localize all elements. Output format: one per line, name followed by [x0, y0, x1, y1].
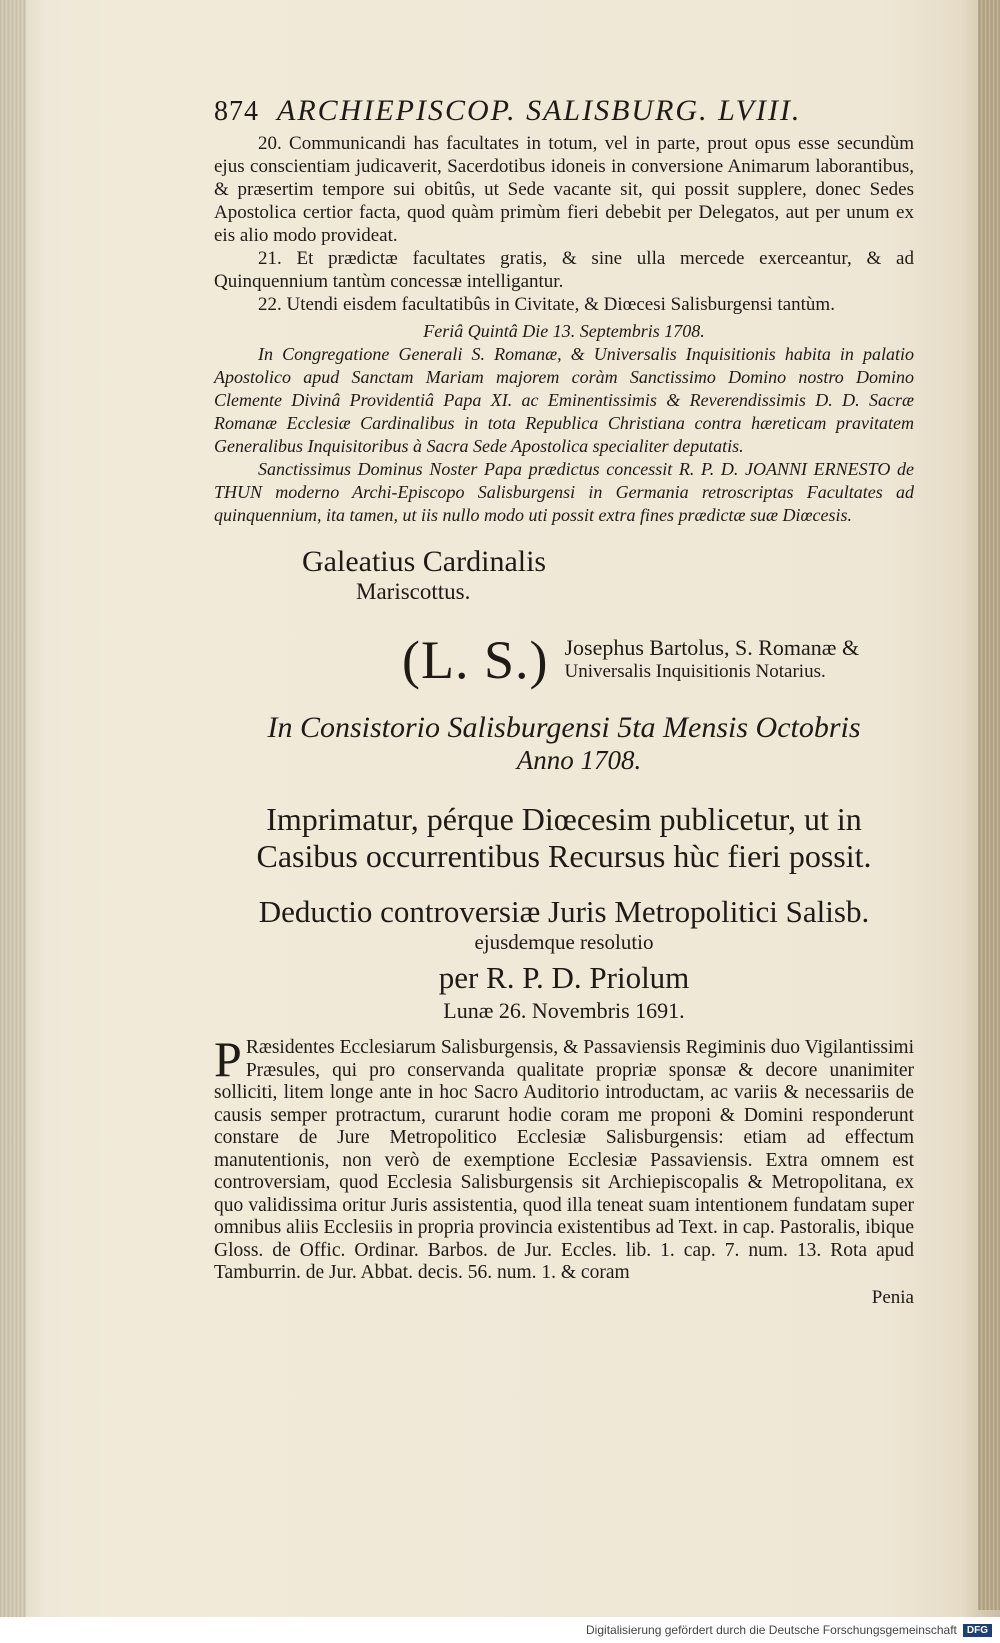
dfg-logo-icon: DFG: [963, 1624, 992, 1637]
item-21: 21. Et prædictæ facultates gratis, & sine ulla mercede exerceantur, & ad Quinquennium tantùm concessæ intelligantur.: [214, 248, 914, 292]
book-gutter: [0, 0, 26, 1643]
footer-credit: Digitalisierung gefördert durch die Deutsche Forschungsgemeinschaft: [586, 1623, 957, 1637]
seal-row: [402, 630, 914, 690]
digitization-footer: [0, 1617, 1000, 1643]
section-author: per R. P. D. Priolum: [438, 960, 690, 995]
section-title: Deductio controversiæ Juris Metropolitici Salisb.: [258, 894, 870, 929]
seal-mark: (L. S.): [402, 630, 549, 690]
notary-line-1: Josephus Bartolus, S. Romanæ &: [564, 635, 860, 660]
decree-date: Feriâ Quintâ Die 13. Septembris 1708.: [423, 321, 705, 341]
notary-signature: [564, 636, 859, 684]
running-header: [214, 96, 914, 126]
consistory-line: In Consistorio Salisburgensi 5ta Mensis Octobris: [267, 711, 861, 744]
running-title: ARCHIEPISCOP. SALISBURG. LVIII.: [277, 94, 802, 127]
decree-congregation: In Congregatione Generali S. Romanæ, & Universalis Inquisitionis habita in palatio Apostolico apud Sanctam Mariam majorem coràm Sanctissimo Domino nostro Domino Clemente Divinâ Providentiâ Papa XI. ac Eminentissimis & Reverendissimis D. D. Sacræ Romanæ Ecclesiæ Cardinalibus in tota Republica Christiana contra hæreticam pravitatem Generalibus Inquisitoribus à Sacra Sede Apostolica specialiter deputatis.: [214, 344, 914, 456]
decree-grant: Sanctissimus Dominus Noster Papa prædictus concessit R. P. D. JOANNI ERNESTO de THUN moderno Archi-Episcopo Salisburgensi in Germania retroscriptas Facultates ad quinquennium, ita tamen, ut iis nullo modo uti possit extra fines prædictæ suæ Diœcesis.: [214, 459, 914, 525]
notary-line-2: Universalis Inquisitionis Notarius.: [564, 661, 826, 682]
drop-cap: P: [214, 1031, 242, 1087]
catchword: Penia: [871, 1286, 914, 1308]
imprimatur-line-1: Imprimatur, pérque Diœcesim publicetur, ut in: [266, 801, 862, 837]
section-date: Lunæ 26. Novembris 1691.: [443, 998, 685, 1023]
page-number: 874: [214, 96, 259, 127]
item-22: 22. Utendi eisdem facultatibûs in Civitate, & Diœcesi Salisburgensi tantùm.: [258, 294, 835, 315]
body-text: Ræsidentes Ecclesiarum Salisburgensis, & Passaviensis Regiminis duo Vigilantissimi Præsules, qui pro conservanda qualitate propriæ sponsæ & decore unanimiter solliciti, litem longe ante in hoc Sacro Auditorio introductam, ac variis & necessariis de causis semper protractum, curarunt hodie coram me proponi & Domini responderunt constare de Jure Metropolitico Ecclesiæ Salisburgensis: etiam ad effectum manutentionis, non verò de exemptione Ecclesiæ Passaviensis. Extra omnem est controversiam, quod Ecclesia Salisburgensis sit Archiepiscopalis & Metropolitana, ex quo validissima oritur Juris assistentia, quod illa teneat suam intentionem fundatam super omnibus aliis Ecclesiis in propria provincia existentibus ad Text. in cap. Pastoralis, ibique Gloss. de Offic. Ordinar. Barbos. de Jur. Eccles. lib. 1. cap. 7. num. 13. Rota apud Tamburrin. de Jur. Abbat. decis. 56. num. 1. & coram: [214, 1037, 914, 1283]
section-subtitle: ejusdemque resolutio: [474, 930, 654, 954]
item-20: 20. Communicandi has facultates in totum, vel in parte, prout opus esse secundùm ejus conscientiam judicaverit, Sacerdotibus idoneis in conversione Animarum laborantibus, & præsertim tempore sui obitûs, ut Sede vacante sit, qui possit supplere, donec Sedes Apostolica certior facta, quod quàm primùm fieri debebit per Delegatos, aut per unum ex eis alio modo provideat.: [214, 133, 914, 246]
body-paragraph: [214, 1031, 914, 1285]
cardinal-surname: Mariscottus.: [356, 579, 471, 604]
page-content: [214, 96, 914, 1309]
cardinal-signature: Galeatius Cardinalis: [302, 545, 547, 578]
consistory-year: Anno 1708.: [516, 745, 642, 775]
imprimatur-line-2: Casibus occurrentibus Recursus hùc fieri possit.: [256, 838, 872, 874]
page-edge-stack: [978, 0, 1000, 1610]
